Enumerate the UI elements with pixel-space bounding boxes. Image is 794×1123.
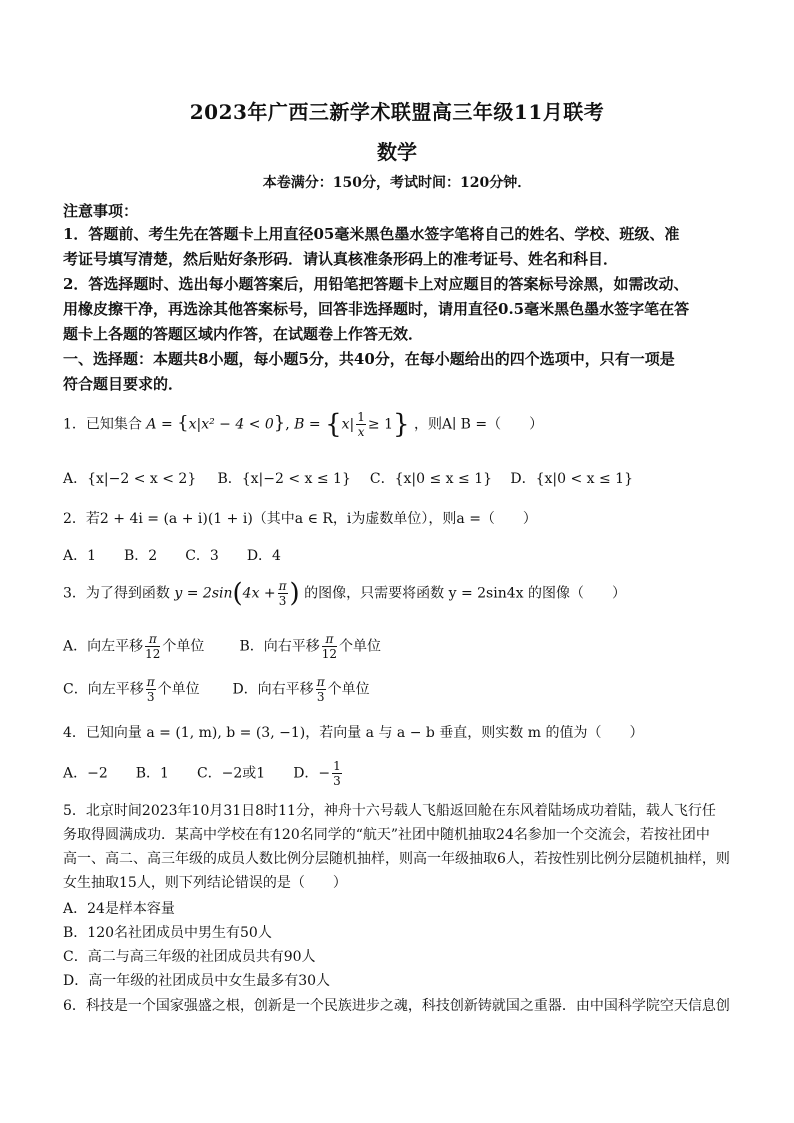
q3-option-c-fraction (146, 676, 156, 703)
q3-option-a-fraction (145, 633, 160, 660)
question-1: 1．已知集合 A = {x|x² − 4 < 0}, B = {x| $\frac{1}{x}$ ≥ 1} ，则A∣ B =（ ） (63, 409, 544, 440)
q3-suffix: 的图像，只需要将函数 y = 2sin4x 的图像（ ） (304, 585, 626, 602)
q3-option-a-num: π (145, 633, 160, 647)
q3-option-c-pre: C．向左平移 (63, 681, 144, 698)
q3-option-b-pre: B．向右平移 (239, 638, 320, 655)
q3-option-a-pre: A．向左平移 (63, 638, 144, 655)
question-4: 4．已知向量 a = (1, m), b = (3, −1)，若向量 a 与 a − b 垂直，则实数 m 的值为（ ） (63, 725, 644, 741)
question-5-line1: 5．北京时间2023年10月31日8时11分，神舟十六号载人飞船返回舱在东风着陆场成功着陆，载人飞行任 (63, 803, 716, 819)
exam-meta: 本卷满分：150分，考试时间：120分钟． (262, 175, 532, 191)
q5-option-b: B．120名社团成员中男生有50人 (63, 925, 272, 941)
q1-fraction (356, 411, 366, 438)
q1-set-b-var: B (294, 416, 305, 433)
q5-option-a: A．24是样本容量 (63, 901, 175, 917)
q3-option-b-den: 12 (321, 647, 338, 661)
q3-option-c-post: 个单位 (157, 681, 200, 698)
q1-options (63, 468, 633, 488)
q3-option-d-pre: D．向右平移 (232, 681, 314, 698)
q3-fraction (278, 580, 288, 607)
q3-option-d-post: 个单位 (327, 681, 370, 698)
q3-option-c (63, 676, 228, 703)
q1-prefix: 1．已知集合 (63, 416, 142, 433)
q3-option-d-num: π (316, 675, 325, 689)
notice-item2-line1: 2．答选择题时、选出每小题答案后，用铅笔把答题卡上对应题目的答案标号涂黑，如需改动、 (63, 275, 689, 293)
q1-set-b-pre: x| (341, 416, 355, 433)
q3-frac-den: 3 (278, 594, 287, 608)
q1-set-b-post: ≥ 1 (367, 416, 393, 433)
q3-option-c-den: 3 (146, 690, 155, 704)
q1-option-b: B．{x|−2 < x ≤ 1} (217, 471, 351, 487)
q3-option-d (232, 676, 369, 703)
q3-option-b-fraction (322, 633, 337, 660)
q3-func-pre: y = 2sin (174, 585, 233, 602)
notice-item2-line3: 题卡上各题的答题区域内作答，在试题卷上作答无效． (63, 325, 424, 343)
q3-frac-num: π (278, 579, 287, 593)
q3-option-a (63, 633, 235, 660)
question-5-line3: 高一、高二、高三年级的成员人数比例分层随机抽样，则高一年级抽取6人，若按性别比例分层随机抽样，则 (63, 851, 730, 867)
question-5-line2: 务取得圆满成功．某高中学校在有120名同学的“航天”社团中随机抽取24名参加一个交流会，若按社团中 (63, 827, 710, 843)
q3-option-b-num: π (322, 633, 337, 647)
q3-option-a-post: 个单位 (162, 638, 205, 655)
notice-item1-line2: 考证号填写清楚，然后贴好条形码．请认真核准条形码上的准考证号、姓名和科目． (63, 250, 619, 268)
q2-options: A．1 B．2 C．3 D．4 (63, 548, 281, 564)
q4-options (63, 760, 344, 787)
section1-line2: 符合题目要求的． (63, 375, 184, 393)
q3-option-a-den: 12 (145, 647, 161, 661)
q4-option-d-den: 3 (333, 774, 341, 788)
q1-option-c: C．{x|0 ≤ x ≤ 1} (369, 471, 493, 487)
q1-option-a: A．{x|−2 < x < 2} (63, 471, 197, 487)
notice-item2-line2: 用橡皮擦干净，再选涂其他答案标号，回答非选择题时，请用直径0.5毫米黑色墨水签字笔在答 (63, 300, 690, 318)
q4-option-d-num: 1 (333, 759, 341, 773)
notice-item1-line1: 1．答题前、考生先在答题卡上用直径05毫米黑色墨水签字笔将自己的姓名、学校、班级、准 (63, 225, 680, 243)
q3-options-ab (63, 633, 381, 660)
section1-line1: 一、选择题：本题共8小题，每小题5分，共40分，在每小题给出的四个选项中，只有一项是 (63, 350, 675, 368)
q3-option-b-post: 个单位 (339, 638, 382, 655)
question-2: 2．若2 + 4i = (a + i)(1 + i)（其中a ∈ R，i为虚数单位），则a =（ ） (63, 511, 537, 527)
q3-option-d-den: 3 (316, 690, 325, 704)
q1-set-a-body: x|x² − 4 < 0 (188, 416, 274, 433)
q3-inner-pre: 4x + (242, 585, 276, 602)
q1-suffix: ，则A∣ B =（ ） (414, 416, 544, 433)
q1-frac-num: 1 (357, 410, 365, 424)
q5-option-c: C．高二与高三年级的社团成员共有90人 (63, 949, 316, 965)
subject-title: 数学 (377, 140, 417, 164)
question-6-line1: 6．科技是一个国家强盛之根，创新是一个民族进步之魂，科技创新铸就国之重器．由中国科学院空天信息创 (63, 998, 730, 1014)
q4-option-d-fraction (332, 760, 342, 787)
q1-set-a-var: A (146, 416, 157, 433)
notice-heading: 注意事项： (63, 202, 139, 220)
q4-options-text: A．−2 B．1 C．−2或1 D．− (63, 765, 331, 782)
q3-option-b (239, 633, 381, 660)
q3-option-c-num: π (146, 675, 155, 689)
exam-title: 2023年广西三新学术联盟高三年级11月联考 (189, 100, 605, 124)
q3-options-cd (63, 676, 370, 703)
q1-frac-den: x (357, 425, 365, 439)
q5-option-d: D．高一年级的社团成员中女生最多有30人 (63, 973, 331, 989)
q3-option-d-fraction (316, 676, 326, 703)
q3-prefix: 3．为了得到函数 (63, 585, 170, 602)
q1-option-d: D．{x|0 < x ≤ 1} (510, 471, 633, 487)
question-5-line4: 女生抽取15人，则下列结论错误的是（ ） (63, 875, 347, 891)
question-3: 3．为了得到函数 y = 2sin(4x + $\frac{\pi}{3}$ ) 的图像，只需要将函数 y = 2sin4x 的图像（ ） (63, 578, 626, 609)
